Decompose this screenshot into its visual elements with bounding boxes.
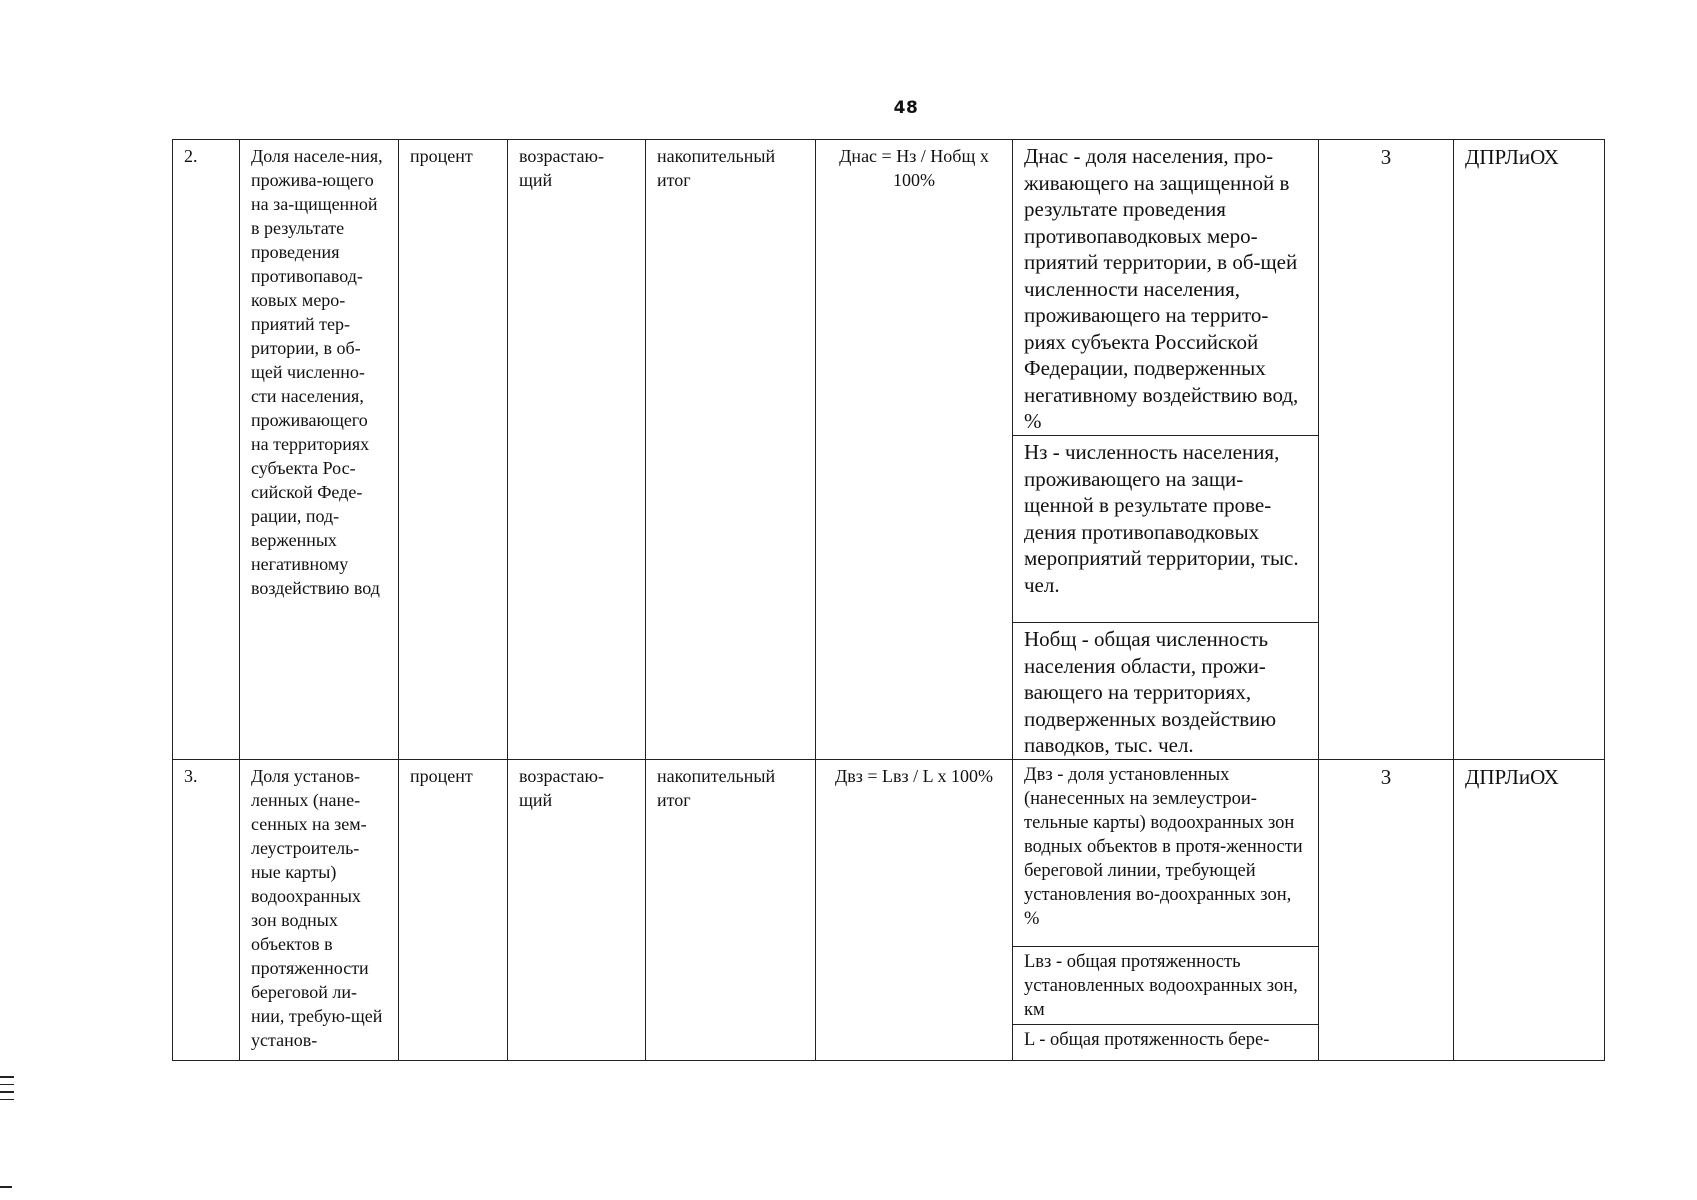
- calc-type-cell: накопительный итог: [646, 140, 816, 760]
- responsible-cell: ДПРЛиОХ: [1454, 140, 1605, 760]
- page-number: 48: [893, 98, 919, 118]
- trend-cell: возрастаю-щий: [508, 759, 646, 1060]
- definition-item: Lвз - общая протяженность установленных водоохранных зон, км: [1013, 947, 1318, 1025]
- unit-cell: процент: [399, 140, 508, 760]
- responsible-cell: ДПРЛиОХ: [1454, 759, 1605, 1060]
- definitions-cell: [1013, 140, 1319, 760]
- row-number: 2.: [173, 140, 240, 760]
- margin-scan-marks: [0, 1076, 14, 1106]
- indicator-name: Доля установ-ленных (нане-сенных на зем-леустроитель-ные карты) водоохранных зон водных объектов в протяженности береговой ли-нии, требую-щей установ-: [240, 759, 399, 1060]
- definitions-cell: [1013, 759, 1319, 1060]
- unit-cell: процент: [399, 759, 508, 1060]
- row-number: 3.: [173, 759, 240, 1060]
- calc-type-cell: накопительный итог: [646, 759, 816, 1060]
- table-row: [173, 759, 1605, 1060]
- definition-item: Нз - численность населения, проживающего на защи-щенной в результате прове-дения противопаводковых мероприятий территории, тыс. чел.: [1013, 436, 1318, 623]
- indicators-table: [172, 139, 1605, 1061]
- indicator-name: Доля населе-ния, прожива-ющего на за-щищенной в результате проведения противопавод-ковых меро-приятий тер-ритории, в об-щей численно-сти населения, проживающего на территориях субъекта Рос-сийской Феде-рации, под-верженных негативному воздействию вод: [240, 140, 399, 760]
- method-cell: 3: [1319, 140, 1454, 760]
- trend-cell: возрастаю-щий: [508, 140, 646, 760]
- formula-cell: Днас = Нз / Нобщ х 100%: [816, 140, 1013, 760]
- method-cell: 3: [1319, 759, 1454, 1060]
- definition-item: L - общая протяженность бере-: [1024, 1029, 1270, 1050]
- definition-item: Днас - доля населения, про-живающего на защищенной в результате проведения противопаводковых меро-приятий территории, в об-щей численности населения, проживающего на террито-риях субъекта Российской Федерации, подверженных негативному воздействию вод, %: [1013, 140, 1318, 436]
- formula-cell: Двз = Lвз / L х 100%: [816, 759, 1013, 1060]
- table-row: [173, 140, 1605, 760]
- margin-scan-mark: [0, 1186, 12, 1188]
- definition-item: Нобщ - общая численность населения области, прожи-вающего на территориях, подверженных воздействию паводков, тыс. чел.: [1024, 627, 1277, 757]
- definition-item: Двз - доля установленных (нанесенных на землеустрои-тельные карты) водоохранных зон водных объектов в протя-женности береговой линии, требующей установления во-доохранных зон, %: [1013, 760, 1318, 947]
